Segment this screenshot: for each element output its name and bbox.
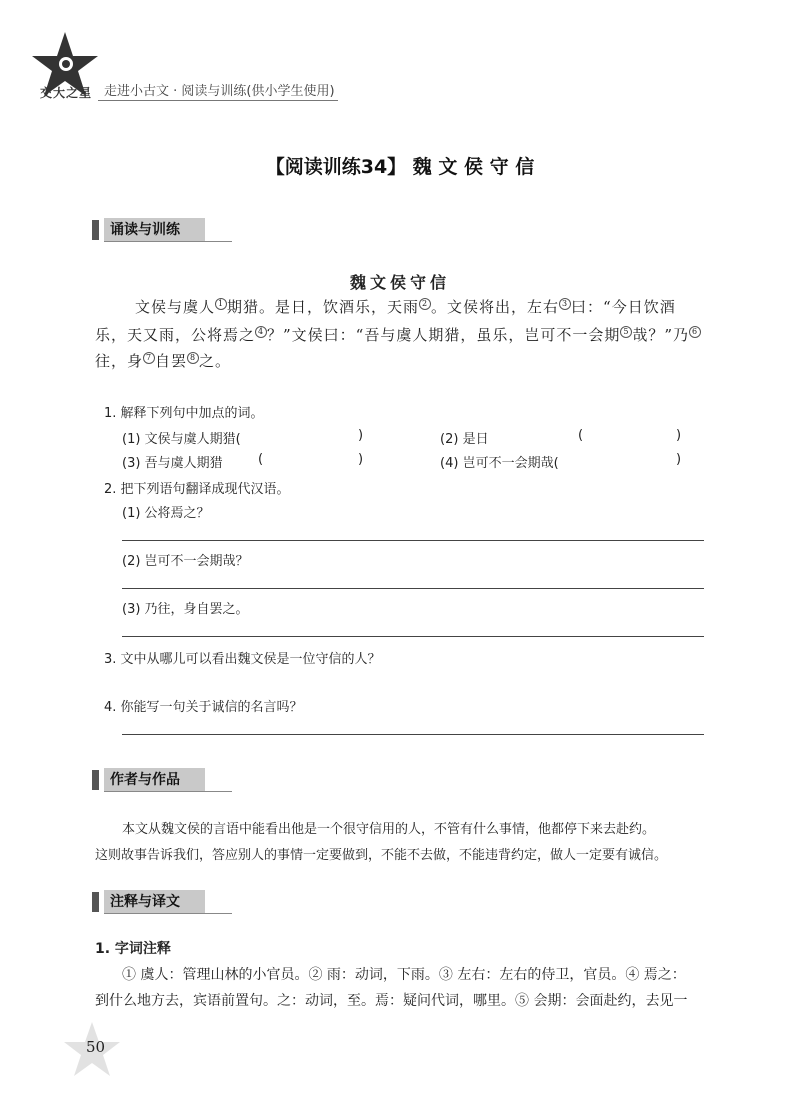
section-header-author (92, 768, 232, 792)
notes-subtitle: 1. 字词注释 (95, 941, 171, 957)
q1-item-2: (2) 是日 (440, 432, 489, 447)
q1-item-4-close: ) (676, 452, 682, 467)
q1-item-1-close: ) (358, 428, 364, 443)
author-text-line-2: 这则故事告诉我们，答应别人的事情一定要做到，不能不去做，不能违背约定，做人一定要有诚信。 (95, 848, 668, 863)
header-rule (98, 100, 338, 101)
page-title: 【阅读训练34】 魏 文 侯 守 信 (265, 156, 535, 178)
author-text-line-1: 本文从魏文侯的言语中能看出他是一个很守信用的人，不管有什么事情，他都停下来去赴约。 (122, 822, 656, 837)
question-3: 3. 文中从哪儿可以看出魏文侯是一位守信的人？ (104, 652, 381, 667)
notes-line-1: ① 虞人：管理山林的小官员。② 雨：动词，下雨。③ 左右：左右的侍卫，官员。④ 焉之： (122, 967, 686, 983)
section-label: 诵读与训练 (104, 218, 205, 242)
q2-item-3: (3) 乃往，身自罢之。 (122, 602, 249, 617)
section-label: 作者与作品 (104, 768, 205, 792)
q1-item-3-open: ( (258, 452, 264, 467)
q1-item-2-open: ( (578, 428, 584, 443)
q1-item-2-close: ) (676, 428, 682, 443)
answer-line-q2-3 (122, 636, 704, 637)
section-header-recite (92, 218, 232, 242)
passage-line-1: 文侯与虞人 1 期猎。是日，饮酒乐，天雨 2 。文侯将出，左右 3 曰：“今日饮酒 (135, 298, 676, 316)
q1-item-3-close: ) (358, 452, 364, 467)
question-2: 2. 把下列语句翻译成现代汉语。 (104, 482, 290, 497)
brand-name: 交大之星 (40, 86, 93, 100)
passage-line-2: 乐，天又雨，公将焉之 4 ？”文侯曰：“吾与虞人期猎，虽乐，岂可不一会期 5 哉？”乃 6 (95, 324, 701, 345)
passage-line-3: 往，身 7 自罢 8 之。 (95, 352, 232, 370)
q1-item-4: (4) 岂可不一会期哉( (440, 456, 559, 471)
q2-item-2: (2) 岂可不一会期哉？ (122, 554, 249, 569)
series-title: 走进小古文 · 阅读与训练(供小学生使用) (104, 84, 335, 99)
answer-line-q2-1 (122, 540, 704, 541)
answer-line-q4 (122, 734, 704, 735)
question-1: 1. 解释下列句中加点的词。 (104, 406, 264, 421)
poem-title: 魏文侯守信 (349, 273, 450, 292)
q1-item-1: (1) 文侯与虞人期猎( (122, 432, 241, 447)
section-label: 注释与译文 (104, 890, 205, 914)
q1-item-3: (3) 吾与虞人期猎 (122, 456, 223, 471)
section-header-notes (92, 890, 232, 914)
notes-line-2: 到什么地方去，宾语前置句。之：动词，至。焉：疑问代词，哪里。⑤ 会期：会面赴约，去见一 (95, 993, 688, 1009)
page-number: 50 (86, 1038, 106, 1056)
question-4: 4. 你能写一句关于诚信的名言吗？ (104, 700, 303, 715)
answer-line-q2-2 (122, 588, 704, 589)
q2-item-1: (1) 公将焉之？ (122, 506, 210, 521)
